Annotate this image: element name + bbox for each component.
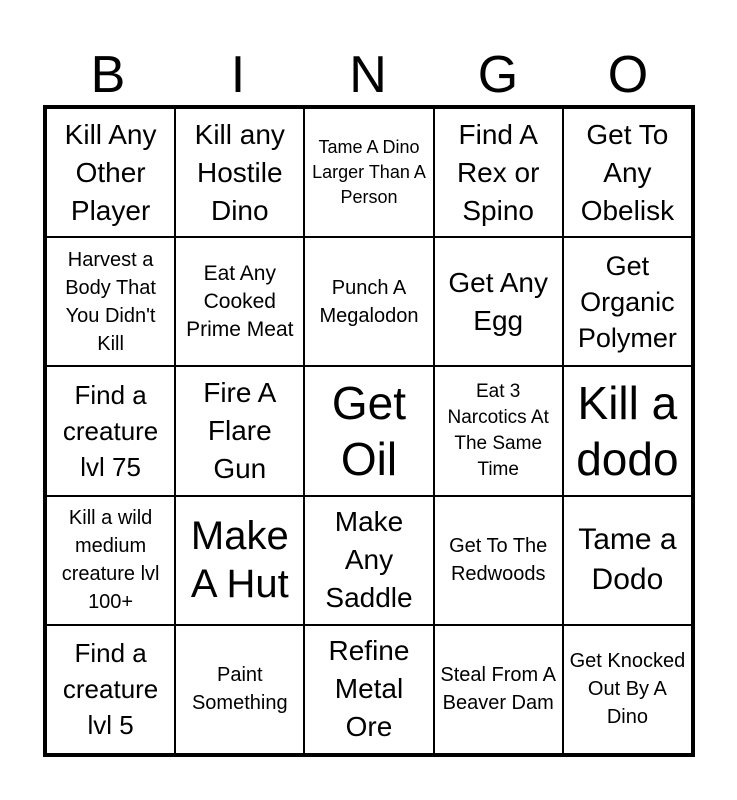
bingo-cell[interactable]: [304, 237, 433, 366]
cell-text: Kill any Hostile Dino: [194, 118, 285, 226]
bingo-cell[interactable]: [434, 237, 563, 366]
cell-text: Find a creature lvl 5: [62, 638, 159, 741]
cell-text: Get Oil: [331, 376, 407, 485]
header-letter-i: I: [230, 46, 246, 104]
cell-text: Punch A Megalodon: [319, 276, 419, 327]
bingo-cell[interactable]: [563, 366, 692, 495]
cell-text: Steal From A Beaver Dam: [440, 664, 556, 715]
cell-text: Get Knocked Out By A Dino: [569, 650, 686, 729]
header-letter-n: N: [349, 46, 387, 104]
cell-text: Kill a wild medium creature lvl 100+: [61, 507, 160, 614]
bingo-cell[interactable]: [175, 496, 304, 625]
bingo-cell[interactable]: [434, 625, 563, 754]
cell-text: Get Organic Polymer: [577, 250, 677, 353]
bingo-cell[interactable]: [563, 108, 692, 237]
cell-text: Make Any Saddle: [325, 506, 413, 614]
bingo-cell[interactable]: [175, 366, 304, 495]
cell-text: Tame a Dodo: [578, 523, 677, 597]
bingo-cell[interactable]: [46, 366, 175, 495]
cell-text: Eat Any Cooked Prime Meat: [186, 261, 294, 341]
cell-text: Harvest a Body That You Didn't Kill: [65, 248, 156, 355]
bingo-cell[interactable]: [175, 625, 304, 754]
bingo-header: [43, 45, 695, 105]
bingo-cell[interactable]: [304, 496, 433, 625]
cell-text: Fire A Flare Gun: [203, 376, 277, 484]
bingo-cell[interactable]: [175, 237, 304, 366]
cell-text: Kill Any Other Player: [64, 118, 157, 226]
bingo-cell[interactable]: [304, 366, 433, 495]
cell-text: Get To The Redwoods: [449, 535, 548, 586]
bingo-cell[interactable]: [434, 108, 563, 237]
bingo-cell[interactable]: [46, 237, 175, 366]
bingo-cell[interactable]: [46, 108, 175, 237]
bingo-cell[interactable]: [304, 625, 433, 754]
header-letter-g: G: [477, 46, 519, 104]
header-letter-b: B: [90, 46, 126, 104]
cell-text: Eat 3 Narcotics At The Same Time: [447, 380, 549, 480]
cell-text: Refine Metal Ore: [328, 635, 410, 743]
cell-text: Make A Hut: [190, 514, 289, 607]
bingo-cell[interactable]: [304, 108, 433, 237]
cell-text: Find a creature lvl 75: [62, 379, 159, 482]
cell-text: Get To Any Obelisk: [580, 118, 675, 226]
bingo-cell[interactable]: [46, 496, 175, 625]
bingo-cell[interactable]: [563, 625, 692, 754]
cell-text: Get Any Egg: [448, 266, 548, 336]
cell-text: Paint Something: [191, 664, 288, 715]
bingo-grid: [43, 105, 695, 757]
cell-text: Kill a dodo: [576, 376, 679, 485]
bingo-cell[interactable]: [46, 625, 175, 754]
cell-text: Tame A Dino Larger Than A Person: [312, 137, 426, 208]
header-letter-o: O: [607, 46, 649, 104]
bingo-cell[interactable]: [434, 366, 563, 495]
bingo-cell[interactable]: [434, 496, 563, 625]
bingo-cell[interactable]: [563, 496, 692, 625]
bingo-cell[interactable]: [563, 237, 692, 366]
bingo-cell[interactable]: [175, 108, 304, 237]
cell-text: Find A Rex or Spino: [456, 118, 540, 226]
